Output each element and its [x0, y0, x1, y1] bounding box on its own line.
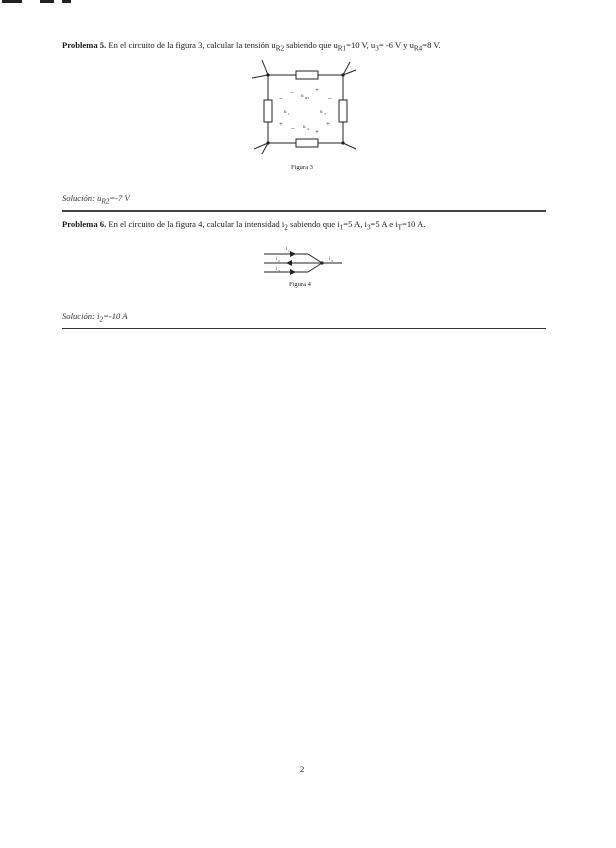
node-br	[341, 141, 344, 144]
problem-5-label: Problema 5.	[62, 40, 107, 50]
problem-6-label: Problema 6.	[62, 219, 107, 229]
problem-5-sub: R2	[275, 44, 285, 53]
solution-6-text: Solución: i	[62, 311, 100, 321]
solution-6-value: =-10 A	[103, 311, 128, 321]
fig3-plus-br: +	[326, 120, 330, 128]
problem-5-statement	[62, 40, 552, 55]
scan-mark	[2, 0, 22, 3]
branch-tl-1	[262, 60, 268, 75]
branch-bl-2	[262, 143, 268, 154]
separator-rule	[62, 210, 546, 212]
scan-mark	[62, 0, 71, 3]
problem-5-val2: = -6 V y u	[378, 40, 414, 50]
problem-6-sub2: 3	[366, 223, 371, 232]
problem-6-text2: sabiendo que i	[287, 219, 340, 229]
problem-6-sub3: T	[397, 223, 402, 232]
node-tl	[266, 73, 269, 76]
figure-3-caption: Figura 3	[291, 164, 313, 171]
separator-rule	[62, 328, 546, 329]
fig4-iT: i	[329, 257, 331, 262]
problem-5-text: En el circuito de la figura 3, calcular la tensión u	[108, 40, 276, 50]
resistor-left	[264, 100, 272, 122]
arrow-i2	[286, 260, 292, 266]
fig4-i3: i	[276, 267, 278, 272]
fig4-i1: i	[286, 247, 288, 252]
solution-6-sub: 2	[99, 315, 104, 324]
branch-tl-2	[252, 75, 268, 78]
resistor-top	[296, 71, 318, 79]
branch-br-1	[343, 143, 356, 149]
figure-4-caption: Figura 4	[289, 281, 311, 288]
fig3-u-top: u	[301, 94, 304, 99]
problem-6-sub: 2	[284, 223, 288, 232]
node-center	[320, 261, 323, 264]
fig3-plus-bl: +	[279, 120, 283, 128]
fig3-u-right: u	[320, 110, 323, 115]
fig3-minus-tr: −	[328, 95, 332, 103]
node-bl	[266, 141, 269, 144]
problem-6-val3: =10 A.	[401, 219, 426, 229]
fig3-plus-b: +	[315, 128, 319, 136]
solution-5-sub: R2	[101, 197, 110, 206]
fig4-i3-sub: 3	[278, 269, 280, 273]
problem-6-sub1: 1	[339, 223, 344, 232]
node-tr	[341, 73, 344, 76]
problem-6-val2: =5 A e i	[370, 219, 398, 229]
branch-tr-1	[343, 62, 350, 75]
problem-6-val1: =5 A, i	[343, 219, 367, 229]
fig4-iT-sub: T	[331, 259, 334, 263]
solution-5	[62, 193, 130, 206]
page-number: 2	[300, 764, 305, 774]
solution-5-value: =-7 V	[109, 193, 130, 203]
branch-tr-2	[343, 70, 356, 75]
problem-6-statement	[62, 219, 552, 234]
fig4-i2: i	[276, 257, 278, 262]
arrow-i1	[290, 251, 296, 257]
problem-5-val1: =10 V, u	[346, 40, 376, 50]
fig4-i1-sub: 1	[288, 249, 290, 253]
problem-5-sub2: 3	[375, 44, 379, 53]
fig3-minus-b: −	[291, 125, 295, 133]
scan-mark	[40, 0, 54, 3]
fig3-u-left-sub: 1	[288, 112, 290, 116]
branch-bl-1	[254, 143, 268, 149]
solution-6	[62, 311, 128, 324]
fig3-u-left: u	[284, 110, 287, 115]
fig3-u-bottom: u	[303, 125, 306, 130]
join-i1	[308, 254, 322, 263]
problem-6-text: En el circuito de la figura 4, calcular la intensidad i	[108, 219, 285, 229]
resistor-right	[339, 100, 347, 122]
fig4-i2-sub: 2	[278, 259, 280, 263]
problem-5-sub3: R4	[413, 44, 423, 53]
fig3-plus-t: +	[315, 86, 319, 94]
solution-5-text: Solución: u	[62, 193, 102, 203]
join-i3	[308, 263, 322, 272]
fig3-minus-t: −	[290, 89, 294, 97]
fig3-u-right-sub: 3	[324, 112, 326, 116]
arrow-i3	[290, 269, 296, 275]
fig3-minus-tl: −	[279, 95, 283, 103]
problem-5-val3: =8 V.	[422, 40, 441, 50]
fig3-u-top-sub: R2	[305, 96, 310, 100]
problem-5-text2: sabiendo que u	[284, 40, 338, 50]
resistor-bottom	[296, 139, 318, 147]
problem-5-sub1: R1	[337, 44, 347, 53]
fig3-u-bottom-sub: 4	[307, 127, 309, 131]
